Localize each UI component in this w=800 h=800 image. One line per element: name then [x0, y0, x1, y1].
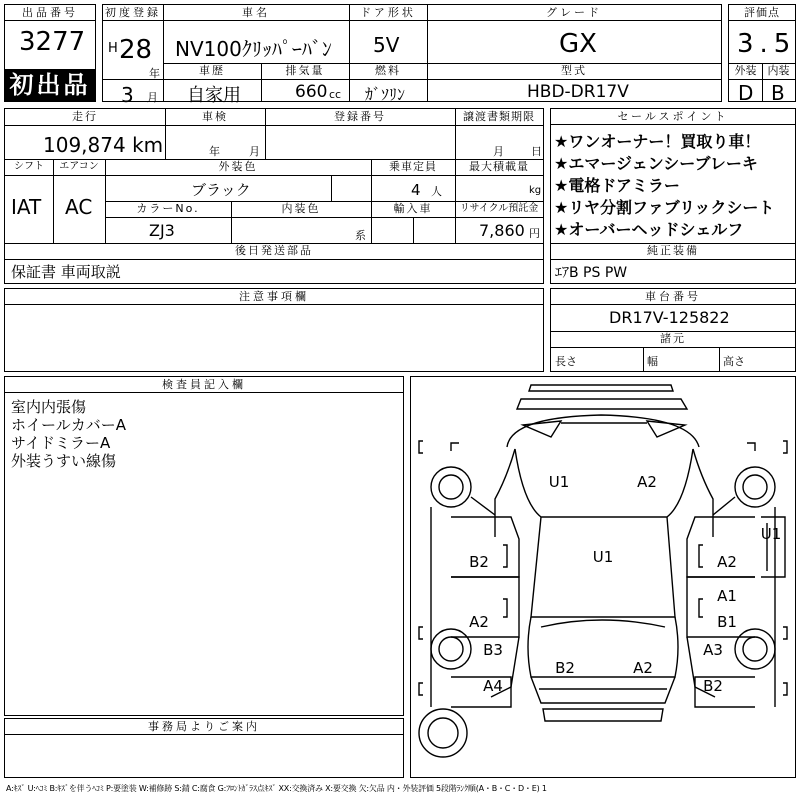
intcolor-unit: 系 — [355, 229, 366, 242]
damage-mark: A2 — [717, 553, 737, 571]
lot-label: 出品番号 — [5, 5, 95, 21]
fuel-label: 燃料 — [375, 64, 401, 77]
shift-value: IAT — [11, 195, 42, 219]
insp-year-unit: 年 — [209, 145, 220, 158]
transfer-day-unit: 日 — [531, 145, 542, 158]
office-box — [4, 718, 404, 778]
int-grade: B — [771, 81, 785, 105]
reg-month: 3 — [121, 83, 134, 107]
legend-text: A:ｷｽﾞ U:ﾍｺﾐ B:ｷｽﾞを伴うﾍｺﾐ P:要塗装 W:補修跡 S:錆 C:腐食 G:ﾌﾛﾝﾄｶﾞﾗｽ点ｷｽﾞ XX:交換済み X:要交換 欠:欠品 内・外装評価 5段階ﾗﾝｸ順(A・B・C・D・E) 1 — [6, 784, 547, 793]
intcolor-label: 内装色 — [281, 202, 321, 215]
year-unit: 年 — [149, 67, 160, 80]
sales-label: セールスポイント — [551, 109, 795, 125]
ext-grade: D — [738, 81, 754, 105]
length-label: 長さ — [555, 355, 577, 368]
insp-month-unit: 月 — [249, 145, 260, 158]
capacity-unit: 人 — [431, 185, 442, 198]
later-label: 後日発送部品 — [235, 244, 313, 257]
recycle-value: 7,860 — [479, 221, 525, 240]
width-label: 幅 — [647, 355, 658, 368]
dims-label: 諸元 — [660, 332, 686, 345]
damage-mark: U1 — [548, 473, 570, 491]
damage-mark: U1 — [592, 548, 614, 566]
mileage-label: 走行 — [72, 110, 98, 123]
damage-diagram-box — [410, 376, 796, 778]
history-label: 車歴 — [199, 64, 225, 77]
damage-mark: A2 — [637, 473, 657, 491]
name-label: 車名 — [163, 5, 349, 21]
ac-label: エアコン — [59, 161, 99, 172]
first-listing-badge: 初出品 — [5, 69, 95, 101]
damage-mark: B2 — [469, 553, 489, 571]
reg-year: 28 — [119, 35, 153, 65]
inspector-line: 外装うすい線傷 — [11, 452, 117, 470]
later-value: 保証書 車両取説 — [11, 263, 121, 281]
inspector-line: ホイールカバーA — [11, 416, 126, 434]
inspector-line: 室内内張傷 — [11, 398, 87, 416]
model-label: 型式 — [561, 64, 587, 77]
mileage-value: 109,874 km — [43, 133, 164, 157]
lot-box — [4, 4, 96, 102]
color-value: ブラック — [191, 181, 251, 199]
chassis-box — [550, 288, 796, 372]
capacity-label: 乗車定員 — [389, 160, 437, 173]
colorno-label: カラーNo. — [136, 202, 200, 215]
equip-value: ｴｱB PS PW — [555, 265, 628, 281]
shift-label: シフト — [14, 161, 44, 172]
grade-label: グレード — [427, 5, 721, 21]
transfer-month-unit: 月 — [493, 145, 504, 158]
door-label: ドア形状 — [349, 5, 427, 21]
car-diagram — [411, 377, 795, 777]
era: H — [108, 41, 118, 56]
colorno-value: ZJ3 — [149, 221, 175, 240]
ac-value: AC — [65, 195, 93, 219]
caution-box — [4, 288, 544, 372]
history-value: 自家用 — [187, 85, 241, 106]
damage-mark: A1 — [717, 587, 737, 605]
ext-label: 外装 — [734, 64, 757, 77]
regno-label: 登録番号 — [334, 110, 386, 123]
score-label: 評価点 — [729, 5, 795, 21]
damage-mark: A3 — [703, 641, 723, 659]
height-label: 高さ — [723, 355, 745, 368]
sales-point: ★リヤ分割ファブリックシート — [554, 198, 775, 217]
damage-mark: B2 — [703, 677, 723, 695]
damage-mark: U1 — [760, 525, 782, 543]
car-name: NV100ｸﾘｯﾊﾟｰﾊﾞﾝ — [175, 37, 332, 61]
load-label: 最大積載量 — [469, 160, 529, 173]
score-value: 3.5 — [737, 29, 797, 59]
capacity-value: 4 — [411, 181, 421, 199]
sales-point: ★オーバーヘッドシェルフ — [554, 220, 744, 239]
chassis-value: DR17V-125822 — [609, 308, 730, 327]
fuel-value: ｶﾞｿﾘﾝ — [365, 85, 406, 104]
damage-mark: B3 — [483, 641, 503, 659]
damage-mark: A2 — [633, 659, 653, 677]
equip-label: 純正装備 — [647, 244, 699, 257]
score-box — [728, 4, 797, 105]
sales-point: ★電格ドアミラー — [554, 176, 680, 195]
office-label: 事務局よりご案内 — [5, 719, 403, 735]
load-unit: kg — [529, 185, 542, 196]
damage-mark: B1 — [717, 613, 737, 631]
import-label: 輸入車 — [393, 202, 433, 215]
main-header-box — [102, 4, 722, 107]
color-label: 外装色 — [218, 160, 258, 173]
recycle-unit: 円 — [529, 227, 540, 240]
month-unit: 月 — [147, 91, 158, 104]
caution-label: 注意事項欄 — [5, 289, 543, 305]
damage-mark: B2 — [555, 659, 575, 677]
grade-value: GX — [559, 29, 597, 59]
chassis-label: 車台番号 — [551, 289, 795, 305]
recycle-label: リサイクル預託金 — [459, 203, 539, 214]
disp-label: 排気量 — [285, 64, 325, 77]
int-label: 内装 — [767, 64, 790, 77]
inspector-label: 検査員記入欄 — [5, 377, 403, 393]
sales-box — [550, 108, 796, 284]
sales-point: ★ワンオーナー！買取り車！ — [554, 132, 761, 151]
disp-unit: cc — [329, 88, 342, 101]
reg-label: 初度登録 — [105, 6, 161, 19]
spec-box — [4, 108, 544, 284]
inspector-line: サイドミラーA — [11, 434, 111, 452]
door-type: 5V — [373, 33, 400, 57]
transfer-label: 譲渡書類期限 — [463, 110, 535, 123]
sales-point: ★エマージェンシーブレーキ — [554, 154, 758, 173]
damage-mark: A2 — [469, 613, 489, 631]
model-value: HBD-DR17V — [527, 82, 629, 102]
disp-value: 660 — [295, 82, 328, 102]
inspector-box — [4, 376, 404, 716]
damage-mark: A4 — [483, 677, 503, 695]
lot-number: 3277 — [19, 27, 86, 57]
inspection-label: 車検 — [202, 110, 228, 123]
